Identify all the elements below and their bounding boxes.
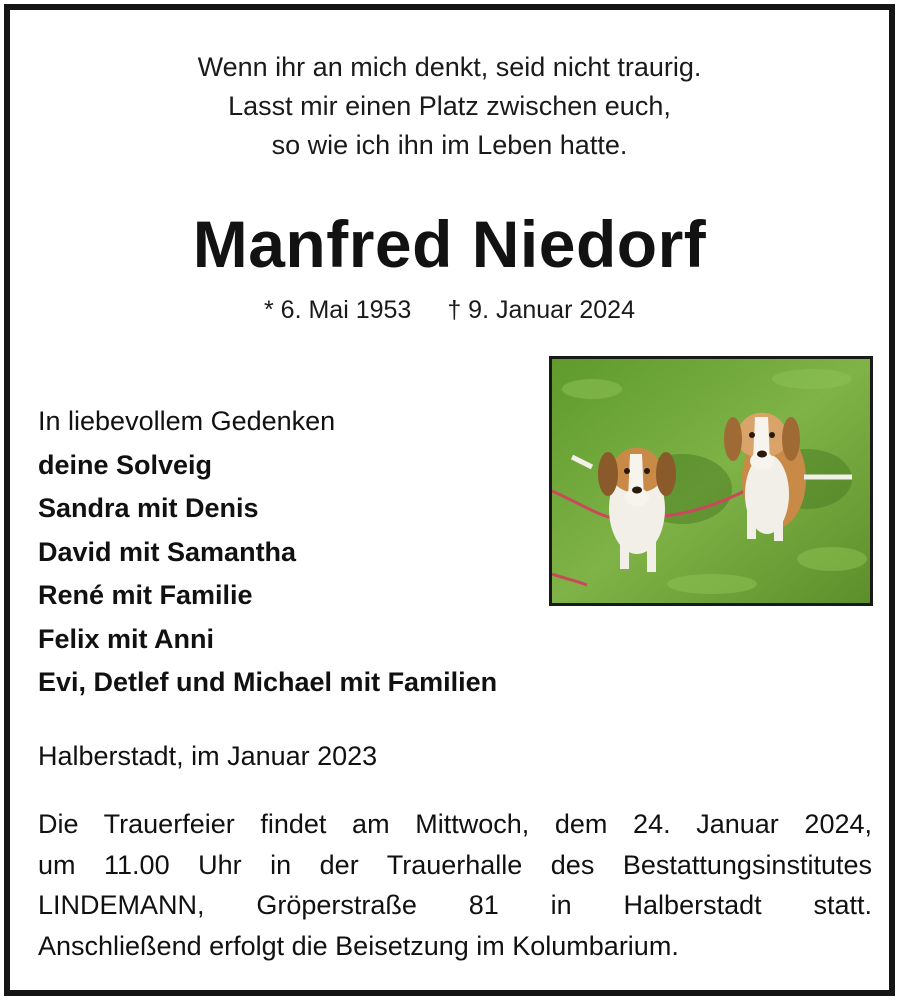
mourner-name: René mit Familie xyxy=(38,580,253,610)
funeral-line: Die Trauerfeier findet am Mittwoch, dem 24. Januar 2024, xyxy=(38,809,872,839)
mourners-intro: In liebevollem Gedenken xyxy=(38,406,336,436)
mourner-name: Felix mit Anni xyxy=(38,623,215,654)
quote-line: so wie ich ihn im Leben hatte. xyxy=(271,130,628,160)
mourners-list xyxy=(38,400,497,705)
memorial-quote xyxy=(10,48,889,165)
quote-line: Wenn ihr an mich denkt, seid nicht traurig. xyxy=(197,52,702,82)
funeral-line: um 11.00 Uhr in der Trauerhalle des Bestattungsinstitutes xyxy=(38,849,872,880)
death-date: † 9. Januar 2024 xyxy=(447,296,635,324)
dogs-on-grass-image xyxy=(552,359,870,603)
funeral-line: Anschließend erfolgt die Beisetzung im Kolumbarium. xyxy=(38,930,679,961)
obituary-notice xyxy=(4,4,895,996)
mourner-name: David mit Samantha xyxy=(38,536,297,567)
funeral-details xyxy=(38,804,872,966)
mourner-name: deine Solveig xyxy=(38,449,213,480)
place-and-date: Halberstadt, im Januar 2023 xyxy=(38,741,378,771)
beagle-dogs-photo xyxy=(549,356,873,606)
quote-line: Lasst mir einen Platz zwischen euch, xyxy=(228,91,671,121)
mourner-name: Evi, Detlef und Michael mit Familien xyxy=(38,667,498,697)
funeral-line: LINDEMANN, Gröperstraße 81 in Halberstadt statt. xyxy=(38,890,872,920)
deceased-name: Manfred Niedorf xyxy=(192,207,707,281)
birth-date: * 6. Mai 1953 xyxy=(264,296,412,324)
mourner-name: Sandra mit Denis xyxy=(38,493,259,523)
life-dates xyxy=(10,294,889,326)
